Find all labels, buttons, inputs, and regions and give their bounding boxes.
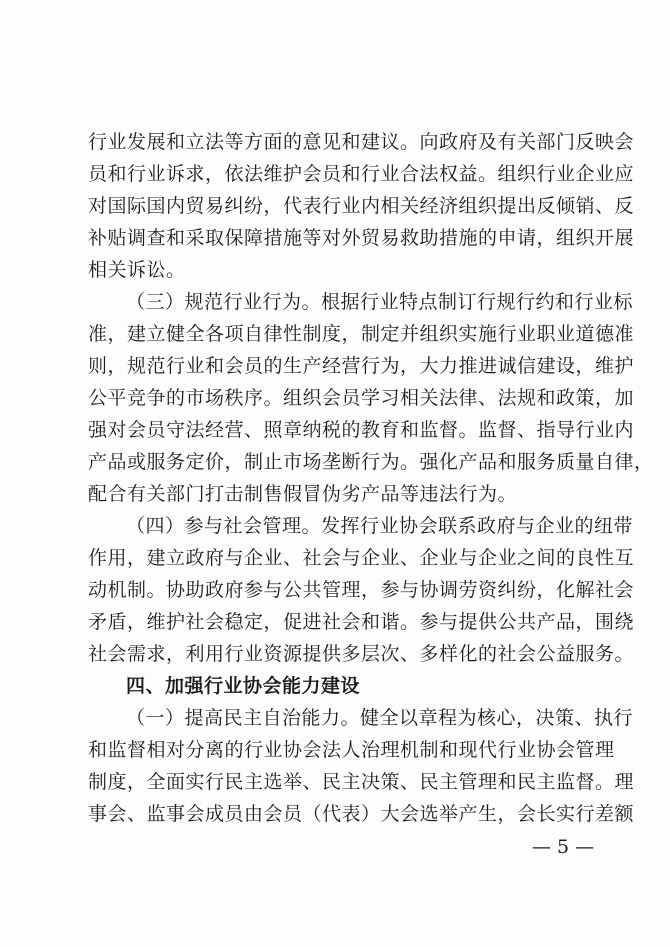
paragraph-3-first-line	[88, 510, 634, 542]
paragraph-3-line-4: 矛盾，维护社会稳定，促进社会和谐。参与提供公共产品，围绕	[88, 611, 635, 633]
paragraph-4-line-3: 制度，全面实行民主选举、民主决策、民主管理和民主监督。理	[88, 771, 635, 793]
paragraph-2-heading: （三）规范行业行为。	[126, 291, 322, 313]
paragraph-3-line-2: 作用，建立政府与企业、社会与企业、企业与企业之间的良性互	[88, 547, 635, 569]
paragraph-1-line-5: 相关诉讼。	[88, 259, 186, 281]
paragraph-2-line-5: 强对会员守法经营、照章纳税的教育和监督。监督、指导行业内	[88, 419, 635, 441]
paragraph-2-line-4: 公平竞争的市场秩序。组织会员学习相关法律、法规和政策，加	[88, 387, 635, 409]
paragraph-3-line-5: 社会需求，利用行业资源提供多层次、多样化的社会公益服务。	[88, 643, 635, 665]
paragraph-2-line-6: 产品或服务定价，制止市场垄断行为。强化产品和服务质量自律，	[88, 451, 654, 473]
paragraph-1-line-2: 员和行业诉求，依法维护会员和行业合法权益。组织行业企业应	[88, 163, 635, 185]
paragraph-1-line-3: 对国际国内贸易纠纷，代表行业内相关经济组织提出反倾销、反	[88, 195, 635, 217]
paragraph-4-heading: （一）提高民主自治能力。	[126, 707, 361, 729]
paragraph-2-line-2: 准，建立健全各项自律性制度，制定并组织实施行业职业道德准	[88, 323, 635, 345]
section-heading: 四、加强行业协会能力建设	[126, 675, 361, 697]
document-body	[88, 126, 654, 830]
paragraph-3-line-3: 动机制。协助政府参与公共管理，参与协调劳资纠纷，化解社会	[88, 579, 635, 601]
paragraph-2-line-3: 则，规范行业和会员的生产经营行为，大力推进诚信建设，维护	[88, 355, 635, 377]
paragraph-3-first-line-text: 发挥行业协会联系政府与企业的纽带	[321, 515, 634, 537]
paragraph-1-line-1: 行业发展和立法等方面的意见和建议。向政府及有关部门反映会	[88, 131, 635, 153]
paragraph-3-heading: （四）参与社会管理。	[126, 515, 322, 537]
page-number: — 5 —	[532, 836, 595, 858]
paragraph-2-line-7: 配合有关部门打击制售假冒伪劣产品等违法行为。	[88, 483, 518, 505]
paragraph-4-first-line-text: 健全以章程为核心，决策、执行	[360, 707, 634, 729]
paragraph-2-first-line-text: 根据行业特点制订行规行约和行业标	[321, 291, 634, 313]
paragraph-1-line-4: 补贴调查和采取保障措施等对外贸易救助措施的申请，组织开展	[88, 227, 635, 249]
paragraph-4-line-2: 和监督相对分离的行业协会法人治理机制和现代行业协会管理	[88, 739, 615, 761]
paragraph-4-line-4: 事会、监事会成员由会员（代表）大会选举产生，会长实行差额	[88, 803, 635, 825]
paragraph-4-first-line	[88, 702, 634, 734]
paragraph-2-first-line	[88, 286, 634, 318]
